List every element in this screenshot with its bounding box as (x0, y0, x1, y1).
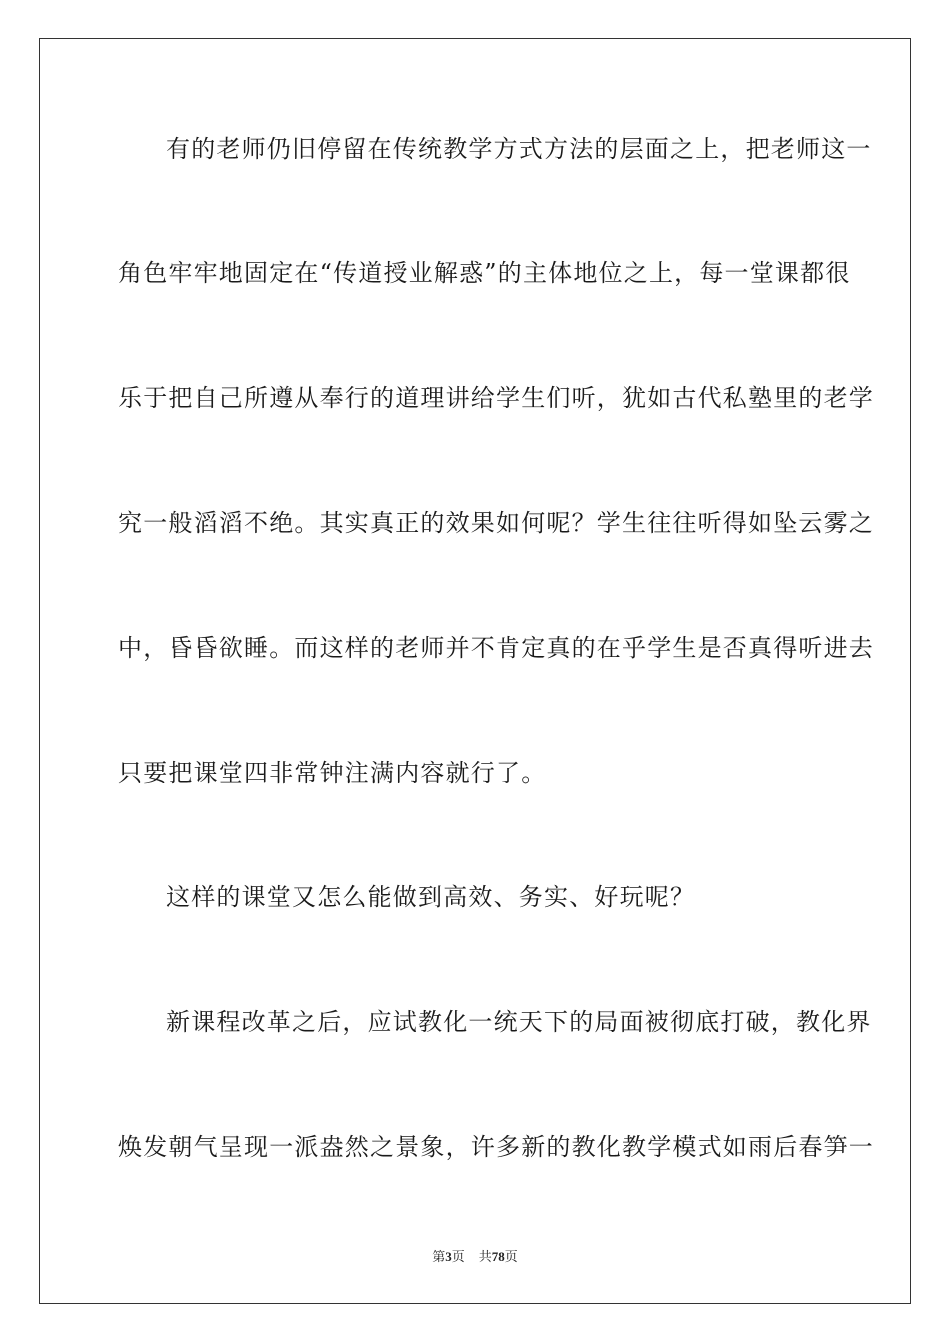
paragraph-3-line-1: 新课程改革之后，应试教化一统天下的局面被彻底打破，教化界 (166, 1008, 872, 1036)
paragraph-1-line-6: 只要把课堂四非常钟注满内容就行了。 (118, 759, 547, 787)
paragraph-3-line-2: 焕发朝气呈现一派盎然之景象，许多新的教化教学模式如雨后春笋一 (118, 1133, 874, 1161)
footer-total-prefix: 共 (478, 1250, 492, 1265)
paragraph-1-line-5: 中，昏昏欲睡。而这样的老师并不肯定真的在乎学生是否真得听进去 (118, 634, 874, 662)
footer-page-number: 3 (445, 1249, 452, 1264)
footer-total-suffix: 页 (504, 1250, 518, 1265)
page-footer (0, 1248, 950, 1267)
paragraph-1-line-4: 究一般滔滔不绝。其实真正的效果如何呢？学生往往听得如坠云雾之 (118, 509, 874, 537)
footer-page-suffix: 页 (451, 1250, 465, 1265)
paragraph-2-line-1: 这样的课堂又怎么能做到高效、务实、好玩呢？ (166, 883, 696, 911)
footer-page-prefix: 第 (432, 1250, 446, 1265)
paragraph-1-line-3: 乐于把自己所遵从奉行的道理讲给学生们听，犹如古代私塾里的老学 (118, 384, 874, 412)
paragraph-1-line-1: 有的老师仍旧停留在传统教学方式方法的层面之上，把老师这一 (166, 135, 872, 163)
footer-total-pages: 78 (491, 1249, 505, 1264)
paragraph-1-line-2: 角色牢牢地固定在“传道授业解惑”的主体地位之上，每一堂课都很 (118, 259, 851, 287)
page-border (39, 38, 911, 1304)
